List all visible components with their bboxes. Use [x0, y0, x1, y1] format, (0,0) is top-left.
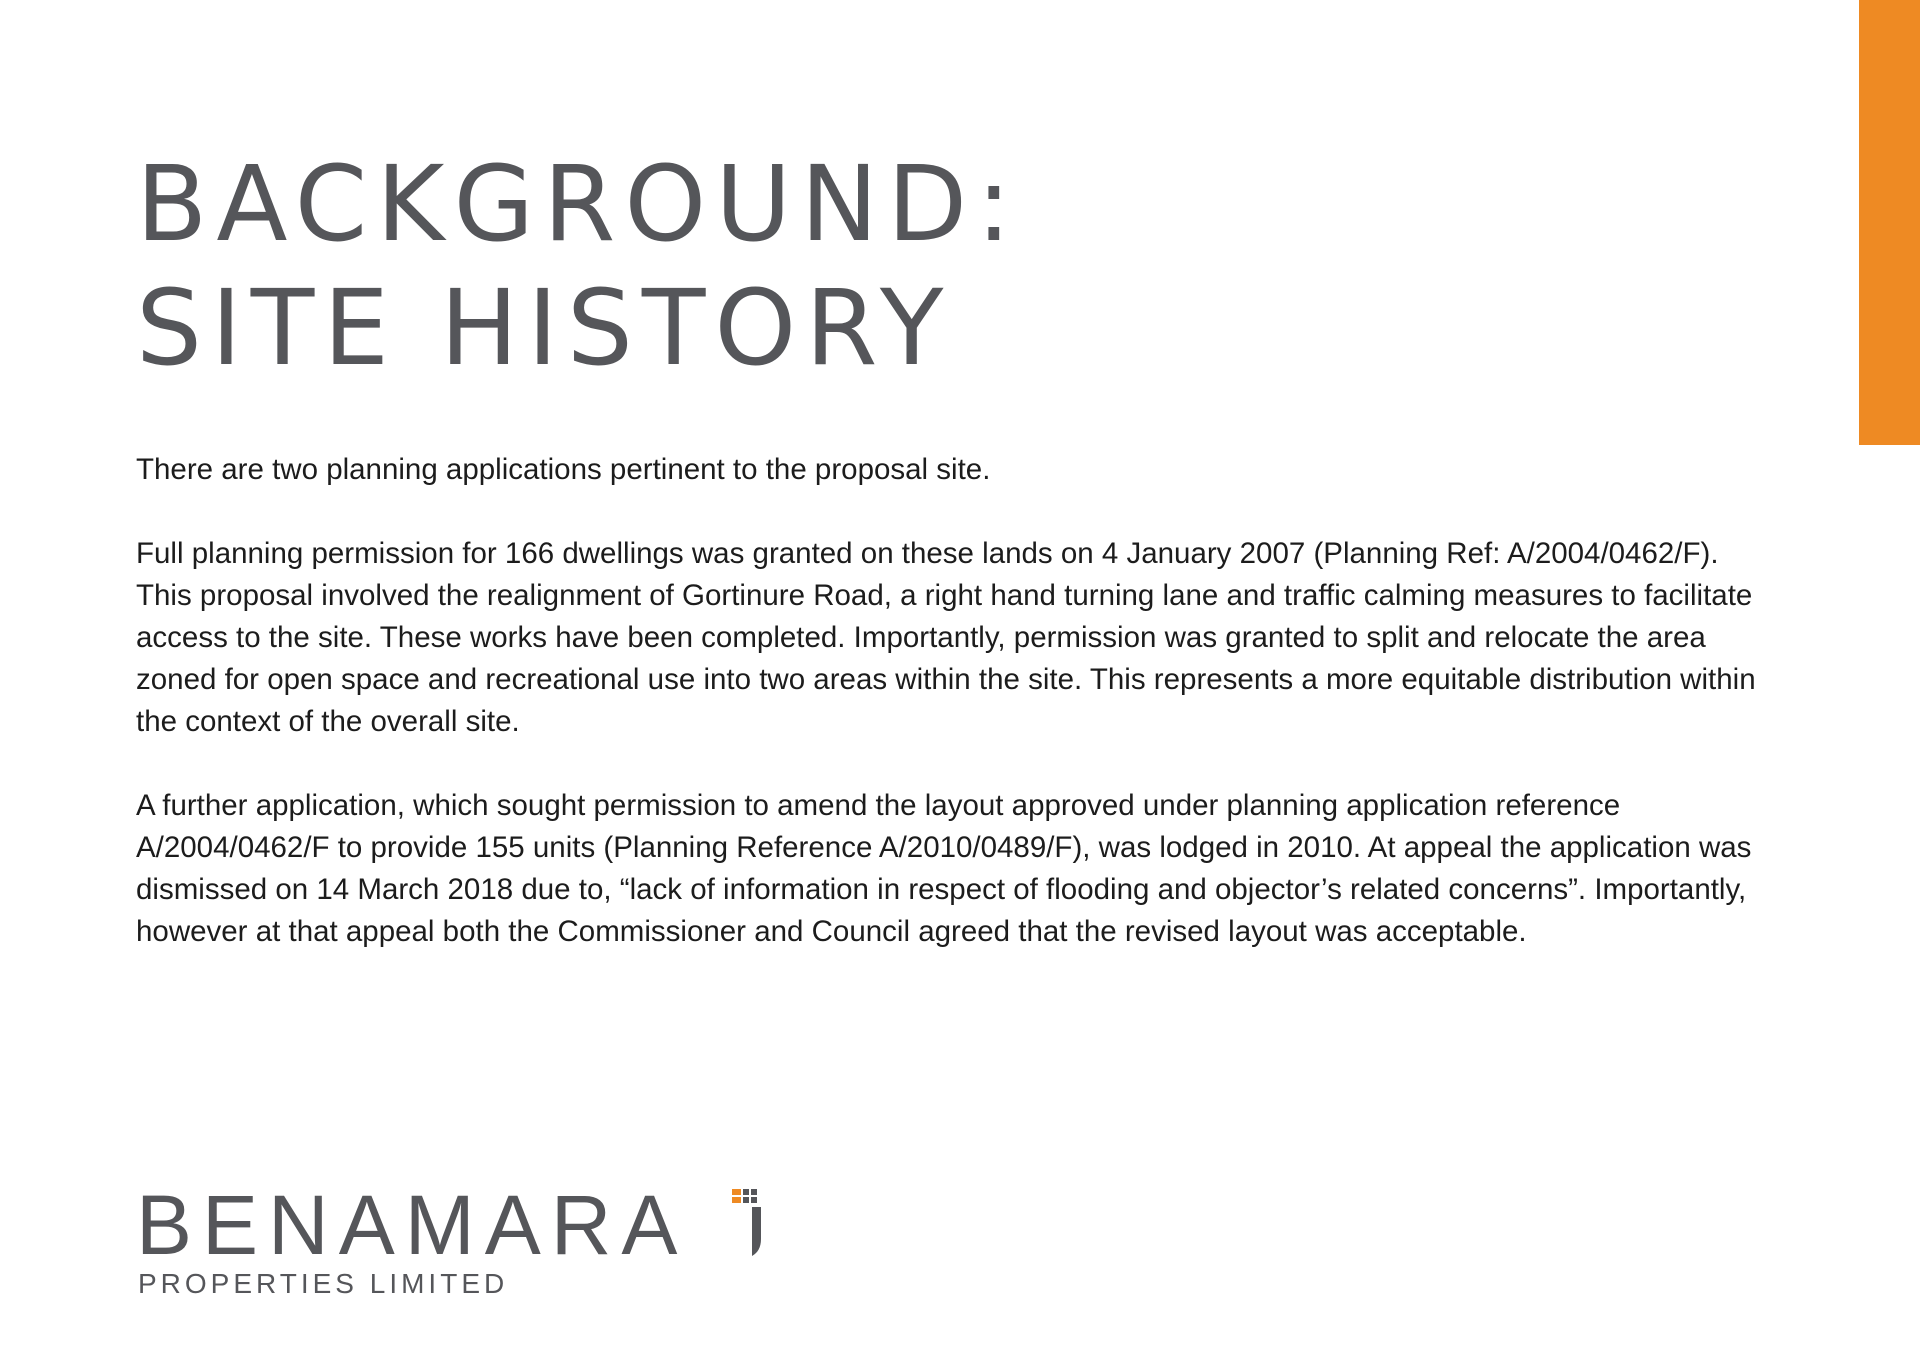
page-title — [136, 142, 1020, 390]
page-title-line-2: SITE HISTORY — [136, 267, 953, 389]
logo-wordmark: BENAMARA — [136, 1178, 688, 1272]
company-logo — [136, 1178, 796, 1305]
page-title-line-1: BACKGROUND: — [136, 143, 1021, 265]
paragraph-further-application: A further application, which sought permission to amend the layout approved under planning application reference A/2004/0462/F to provide 155 units (Planning Reference A/2010/0489/F), was lodged in 2010. At appeal the application was dismissed on 14 March 2018 due to, “lack of information in respect of flooding and objector’s related concerns”. Importantly, however at that appeal both the Commissioner and Council agreed that the revised layout was acceptable. — [136, 789, 1752, 948]
paragraph-full-permission: Full planning permission for 166 dwellings was granted on these lands on 4 January 2007 (Planning Ref: A/2004/0462/F). This proposal involved the realignment of Gortinure Road, a right hand turning lane and traffic calming measures to facilitate access to the site. These works have been completed. Importantly, permission was granted to split and relocate the area zoned for open space and recreational use into two areas within the site. This represents a more equitable distribution within the context of the overall site. — [136, 537, 1756, 738]
logo-subtitle: PROPERTIES LIMITED — [138, 1268, 509, 1299]
paragraph-intro: There are two planning applications pertinent to the proposal site. — [136, 453, 991, 486]
orange-accent-bar — [1859, 0, 1920, 445]
body-text — [136, 449, 1756, 995]
logo-mark-icon — [732, 1189, 762, 1259]
